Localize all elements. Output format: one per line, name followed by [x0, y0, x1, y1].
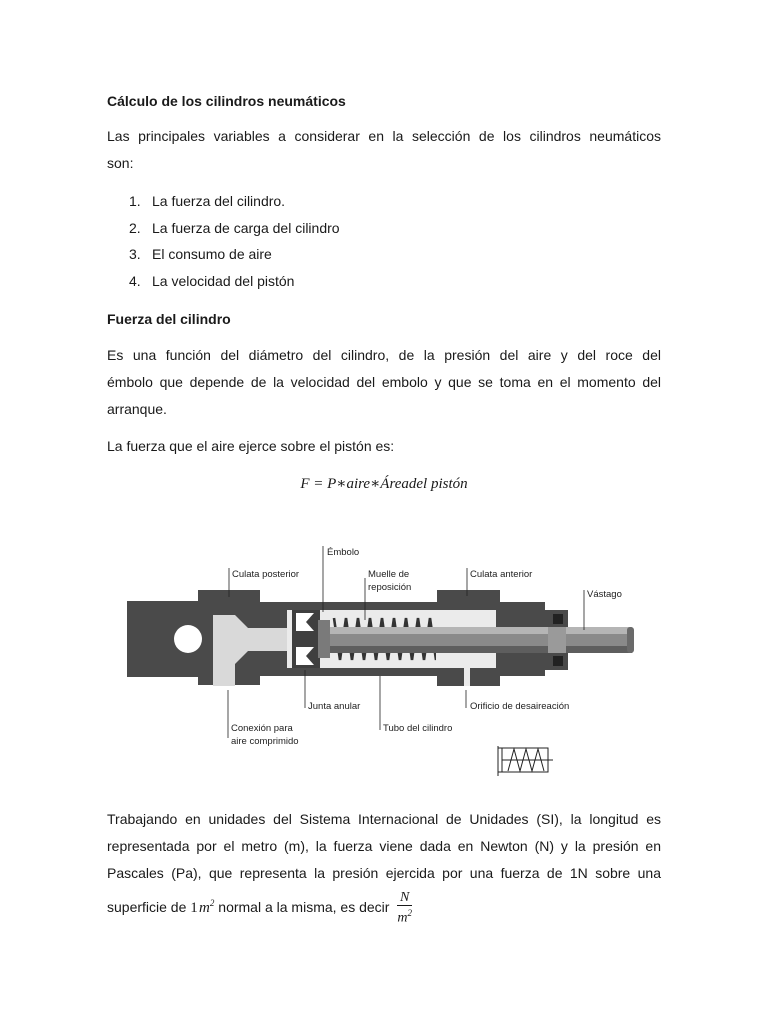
heading-fuerza: Fuerza del cilindro: [107, 311, 231, 327]
label-orificio: Orificio de desaireación: [470, 701, 570, 712]
label-conexion-1: Conexión para: [231, 723, 293, 734]
heading-calculo: Cálculo de los cilindros neumáticos: [107, 93, 346, 109]
intro-line-1: Las principales variables a considerar en la selección de los cilindros neumáticos: [107, 128, 661, 144]
si-line-4: superficie de 1 $m^2$ normal a la misma, es decir $\frac{N}{m^2}$: [107, 890, 412, 927]
fuerza-line-1: Es una función del diámetro del cilindro, de la presión del aire y del roce del: [107, 347, 661, 363]
force-formula: F = P∗aire∗Áreadel pistón: [300, 476, 468, 492]
fuerza-line-3: arranque.: [107, 401, 167, 417]
force-intro: La fuerza que el aire ejerce sobre el pistón es:: [107, 438, 395, 454]
seal-bottom: [296, 647, 314, 665]
label-muelle-1: Muelle de: [368, 569, 410, 580]
fuerza-line-2: émbolo que depende de la velocidad del embolo y que se toma en el momento del: [107, 374, 661, 390]
label-culata-anterior: Culata anterior: [470, 569, 533, 580]
leader-lines: [228, 546, 584, 738]
list-item: 4. La velocidad del pistón: [129, 272, 295, 289]
piston-rod: [330, 627, 634, 653]
label-junta-anular: Junta anular: [308, 701, 361, 712]
label-embolo: Émbolo: [327, 547, 360, 558]
intro-line-2: son:: [107, 155, 134, 171]
si-line-1: Trabajando en unidades del Sistema Internacional de Unidades (SI), la longitud es: [107, 811, 661, 827]
air-channel: [213, 615, 287, 664]
rear-cap: [127, 590, 287, 686]
cylinder-tube: [287, 602, 437, 676]
si-paragraph: [107, 806, 661, 926]
intro-paragraph: [107, 123, 661, 177]
piston: [292, 610, 330, 668]
label-tubo: Tubo del cilindro: [383, 723, 453, 734]
si-line-2: representada por el metro (m), la fuerza viene dada en Newton (N) y la presión en: [107, 838, 661, 854]
list-item: 2. La fuerza de carga del cilindro: [129, 219, 340, 236]
mounting-hole: [174, 625, 202, 653]
front-cap: [436, 590, 568, 686]
si-line-3: Pascales (Pa), que representa la presión ejercida por una fuerza de 1N sobre una: [107, 865, 661, 881]
vent-hole: [464, 668, 470, 686]
variables-list: [107, 188, 340, 294]
seal-top: [296, 613, 314, 631]
list-item: 3. El consumo de aire: [129, 246, 272, 262]
list-item: 1. La fuerza del cilindro.: [129, 193, 286, 209]
label-conexion-2: aire comprimido: [231, 736, 299, 747]
single-acting-cylinder-symbol: [498, 746, 553, 776]
unit-m2: 1 $m^2$: [190, 898, 215, 916]
return-spring: [334, 618, 490, 660]
fraction-n-over-m2: $\frac{N}{m^2}$: [397, 890, 412, 927]
fuerza-paragraph: [107, 342, 661, 423]
label-vastago: Vástago: [587, 589, 622, 600]
label-muelle-2: reposición: [368, 582, 412, 593]
label-culata-posterior: Culata posterior: [232, 569, 300, 580]
